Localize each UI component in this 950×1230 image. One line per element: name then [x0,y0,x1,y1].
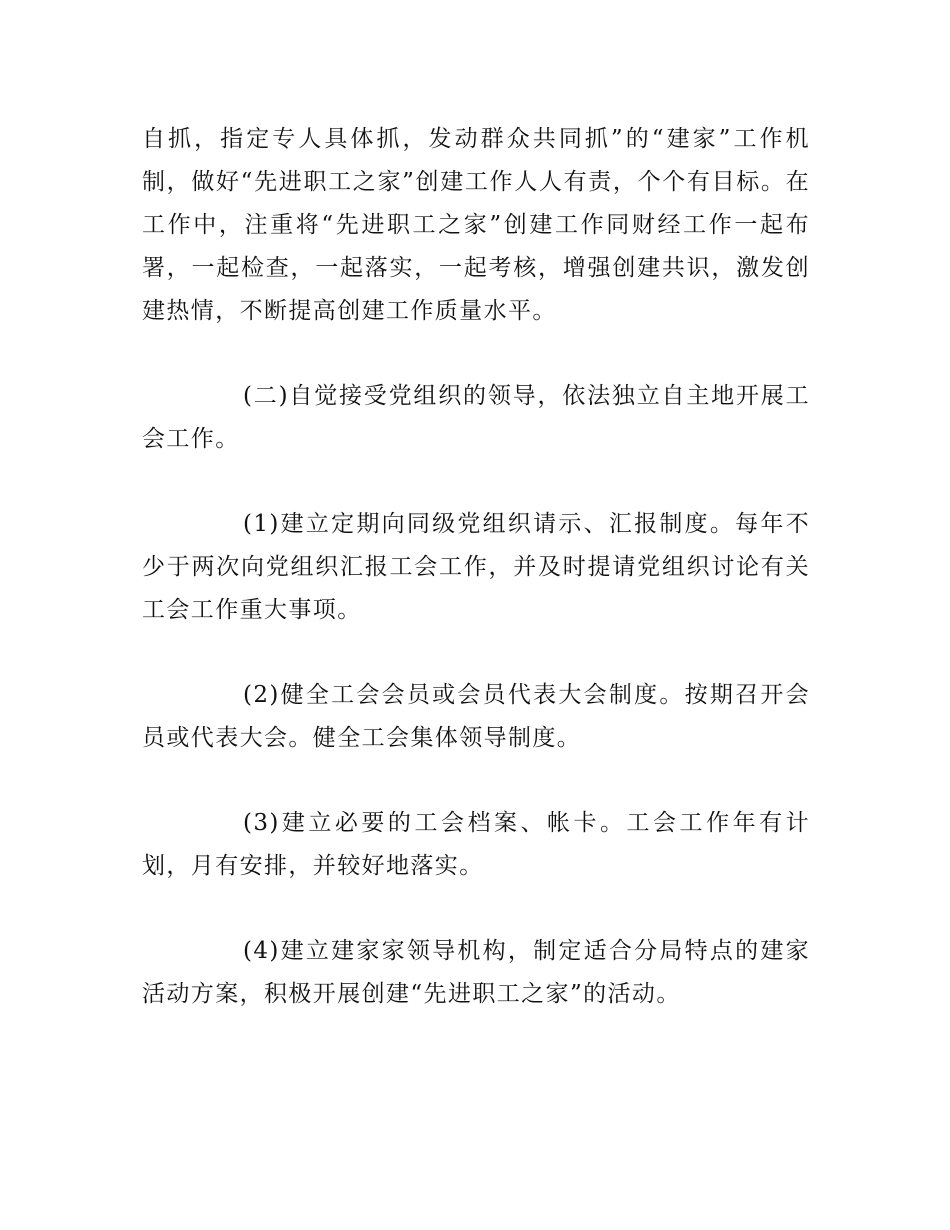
paragraph-item-2: (2)健全工会会员或会员代表大会制度。按期召开会员或代表大会。健全工会集体领导制度。 [142,682,810,751]
paragraph-item-4: (4)建立建家家领导机构，制定适合分局特点的建家活动方案，积极开展创建“先进职工之家”的活动。 [142,938,810,1007]
paragraph-item-3: (3)建立必要的工会档案、帐卡。工会工作年有计划，月有安排，并较好地落实。 [142,810,810,879]
paragraph-item-1: (1)建立定期向同级党组织请示、汇报制度。每年不少于两次向党组织汇报工会工作，并及时提请党组织讨论有关工会工作重大事项。 [142,511,810,623]
document-body [142,118,810,1016]
paragraph-continuation: 自抓，指定专人具体抓，发动群众共同抓”的“建家”工作机制，做好“先进职工之家”创建工作人人有责，个个有目标。在工作中，注重将“先进职工之家”创建工作同财经工作一起布署，一起检查，一起落实，一起考核，增强创建共识，激发创建热情，不断提高创建工作质量水平。 [142,126,810,324]
paragraph-section-two: (二)自觉接受党组织的领导，依法独立自主地开展工会工作。 [142,383,810,452]
